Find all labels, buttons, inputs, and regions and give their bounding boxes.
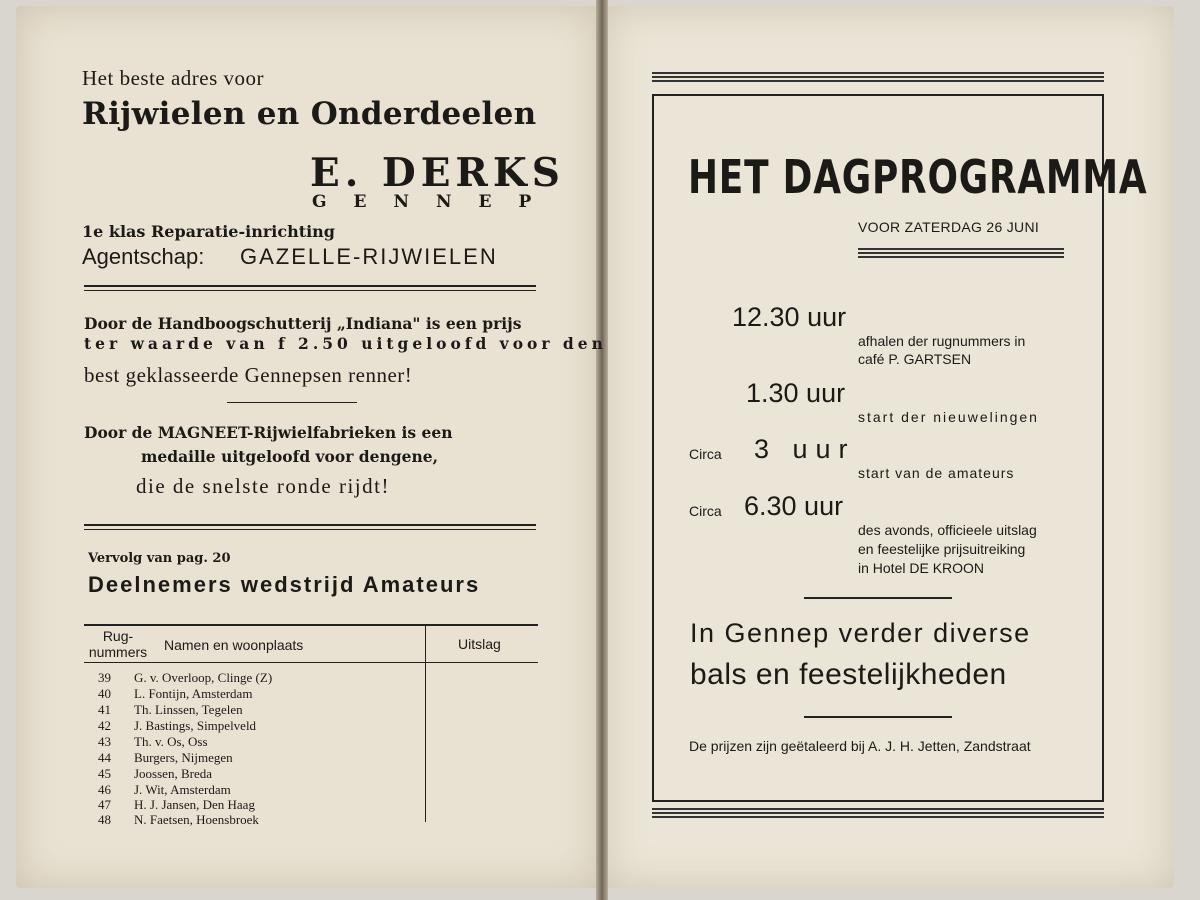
- row-name: Th. Linssen, Tegelen: [134, 702, 243, 717]
- schedule-desc: start der nieuwelingen: [858, 409, 1039, 425]
- row-number: 44: [98, 750, 111, 765]
- row-name: Th. v. Os, Oss: [134, 734, 208, 749]
- table-row: [98, 782, 231, 798]
- divider: [84, 524, 536, 530]
- table-header-result: Uitslag: [458, 636, 501, 652]
- schedule-time: 12.30 uur: [732, 302, 847, 332]
- table-row: [98, 750, 233, 766]
- table-row: [98, 734, 208, 750]
- table-row: [98, 718, 256, 734]
- schedule-time: 3 uur: [754, 434, 856, 464]
- table-row: [98, 670, 272, 686]
- schedule-time: 6.30 uur: [744, 491, 844, 521]
- agency-label: Agentschap:: [82, 244, 205, 269]
- schedule-prefix: Circa: [689, 446, 722, 462]
- decorative-band: [652, 72, 1104, 84]
- row-name: G. v. Overloop, Clinge (Z): [134, 670, 273, 685]
- decorative-band: [858, 248, 1064, 258]
- divider: [84, 285, 536, 291]
- dealer-town: GENNEP: [312, 192, 559, 212]
- schedule-desc: in Hotel DE KROON: [858, 560, 985, 576]
- decorative-band: [652, 808, 1104, 820]
- agency-value: GAZELLE-RIJWIELEN: [240, 244, 498, 269]
- page-gutter: [596, 0, 608, 900]
- row-name: H. J. Jansen, Den Haag: [134, 797, 255, 812]
- schedule-desc: afhalen der rugnummers in: [858, 333, 1026, 349]
- table-row: [98, 766, 212, 782]
- schedule-time: 1.30 uur: [746, 378, 846, 408]
- divider: [804, 597, 952, 599]
- table-header-rule: [84, 662, 538, 663]
- row-name: N. Faetsen, Hoensbroek: [134, 812, 259, 827]
- table-top-rule: [84, 624, 538, 626]
- continued-note: Vervolg van pag. 20: [88, 551, 231, 566]
- schedule-desc: des avonds, officieele uitslag: [858, 522, 1037, 538]
- repair-line: 1e klas Reparatie-inrichting: [82, 222, 335, 241]
- divider: [227, 402, 357, 403]
- table-header-number: Rug-nummers: [88, 628, 148, 660]
- table-row: [98, 797, 255, 813]
- table-row: [98, 686, 252, 702]
- row-name: L. Fontijn, Amsterdam: [134, 686, 253, 701]
- row-name: Burgers, Nijmegen: [134, 750, 233, 765]
- table-header-names: Namen en woonplaats: [164, 637, 304, 653]
- medal-notice-line: die de snelste ronde rijdt!: [136, 474, 390, 498]
- row-number: 42: [98, 718, 111, 733]
- table-column-divider: [425, 624, 426, 822]
- row-name: J. Wit, Amsterdam: [134, 782, 231, 797]
- row-number: 40: [98, 686, 111, 701]
- divider: [804, 716, 952, 718]
- program-title: HET DAGPROGRAMMA: [688, 150, 1148, 204]
- festivities-headline: bals en feestelijkheden: [690, 658, 1007, 691]
- prize-notice-line: ter waarde van f 2.50 uitgeloofd voor den: [84, 334, 607, 353]
- festivities-line: In Gennep verder diverse: [690, 618, 1031, 648]
- row-number: 48: [98, 812, 111, 827]
- table-row: [98, 702, 243, 718]
- schedule-desc: start van de amateurs: [858, 465, 1015, 481]
- schedule-desc: en feestelijke prijsuitreiking: [858, 541, 1026, 557]
- row-number: 47: [98, 797, 111, 812]
- row-name: Joossen, Breda: [134, 766, 212, 781]
- row-number: 45: [98, 766, 111, 781]
- table-row: [98, 812, 259, 828]
- schedule-desc: café P. GARTSEN: [858, 351, 972, 367]
- row-name: J. Bastings, Simpelveld: [134, 718, 257, 733]
- medal-notice-line: Door de MAGNEET-Rijwielfabrieken is een: [84, 423, 453, 442]
- program-date: VOOR ZATERDAG 26 JUNI: [858, 219, 1040, 235]
- dealer-name: E. DERKS: [310, 150, 565, 196]
- row-number: 43: [98, 734, 111, 749]
- prizes-note: De prijzen zijn geëtaleerd bij A. J. H. Jetten, Zandstraat: [689, 738, 1031, 754]
- row-number: 46: [98, 782, 111, 797]
- schedule-prefix: Circa: [689, 503, 722, 519]
- row-number: 39: [98, 670, 111, 685]
- ad-intro: Het beste adres voor: [82, 66, 265, 90]
- prize-notice-line: best geklasseerde Gennepsen renner!: [84, 363, 413, 387]
- participants-title: Deelnemers wedstrijd Amateurs: [88, 572, 481, 597]
- row-number: 41: [98, 702, 111, 717]
- ad-heading: Rijwielen en Onderdeelen: [82, 96, 537, 132]
- medal-notice-line: medaille uitgeloofd voor dengene,: [141, 447, 438, 466]
- prize-notice-line: Door de Handboogschutterij „Indiana" is een prijs: [84, 314, 522, 333]
